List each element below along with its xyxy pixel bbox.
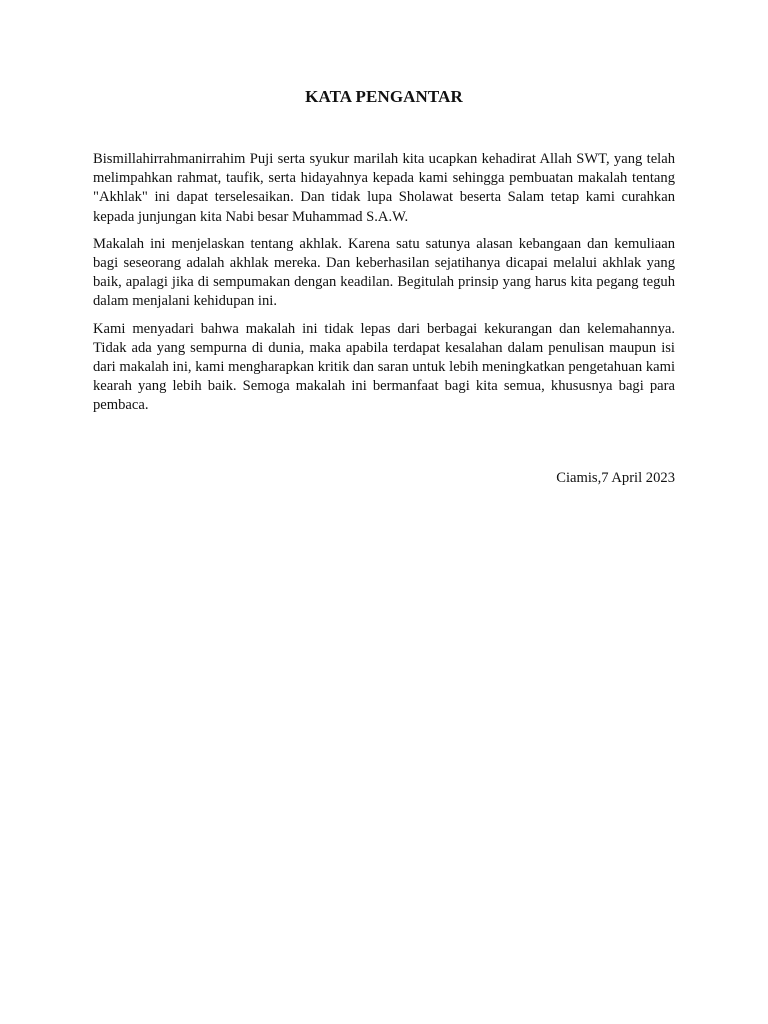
document-body xyxy=(93,150,675,424)
paragraph-1: Bismillahirrahmanirrahim Puji serta syukur marilah kita ucapkan kehadirat Allah SWT, yang telah melimpahkan rahmat, taufik, serta hidayahnya kepada kami sehingga pembuatan makalah tentang "Akhlak" ini dapat terselesaikan. Dan tidak lupa Sholawat beserta Salam tetap kami curahkan kepada junjungan kita Nabi besar Muhammad S.A.W. xyxy=(93,151,675,225)
page-title: KATA PENGANTAR xyxy=(305,87,463,106)
paragraph-2: Makalah ini menjelaskan tentang akhlak. Karena satu satunya alasan kebangaan dan kemuliaan bagi seseorang adalah akhlak mereka. Dan keberhasilan sejatihanya dicapai melalui akhlak yang baik, apalagi jika di sempumakan dengan keadilan. Begitulah prinsip yang harus kita pegang teguh dalam menjalani kehidupan ini. xyxy=(93,235,675,310)
place-date: Ciamis,7 April 2023 xyxy=(556,470,675,486)
paragraph-3: Kami menyadari bahwa makalah ini tidak lepas dari berbagai kekurangan dan kelemahannya. Tidak ada yang sempurna di dunia, maka apabila terdapat kesalahan dalam penulisan maupun isi dari makalah ini, kami mengharapkan kritik dan saran untuk lebih meningkatkan pengetahuan kami kearah yang lebih baik. Semoga makalah ini bermanfaat bagi kita semua, khususnya bagi para pembaca. xyxy=(93,320,675,414)
document-page xyxy=(93,0,675,1024)
